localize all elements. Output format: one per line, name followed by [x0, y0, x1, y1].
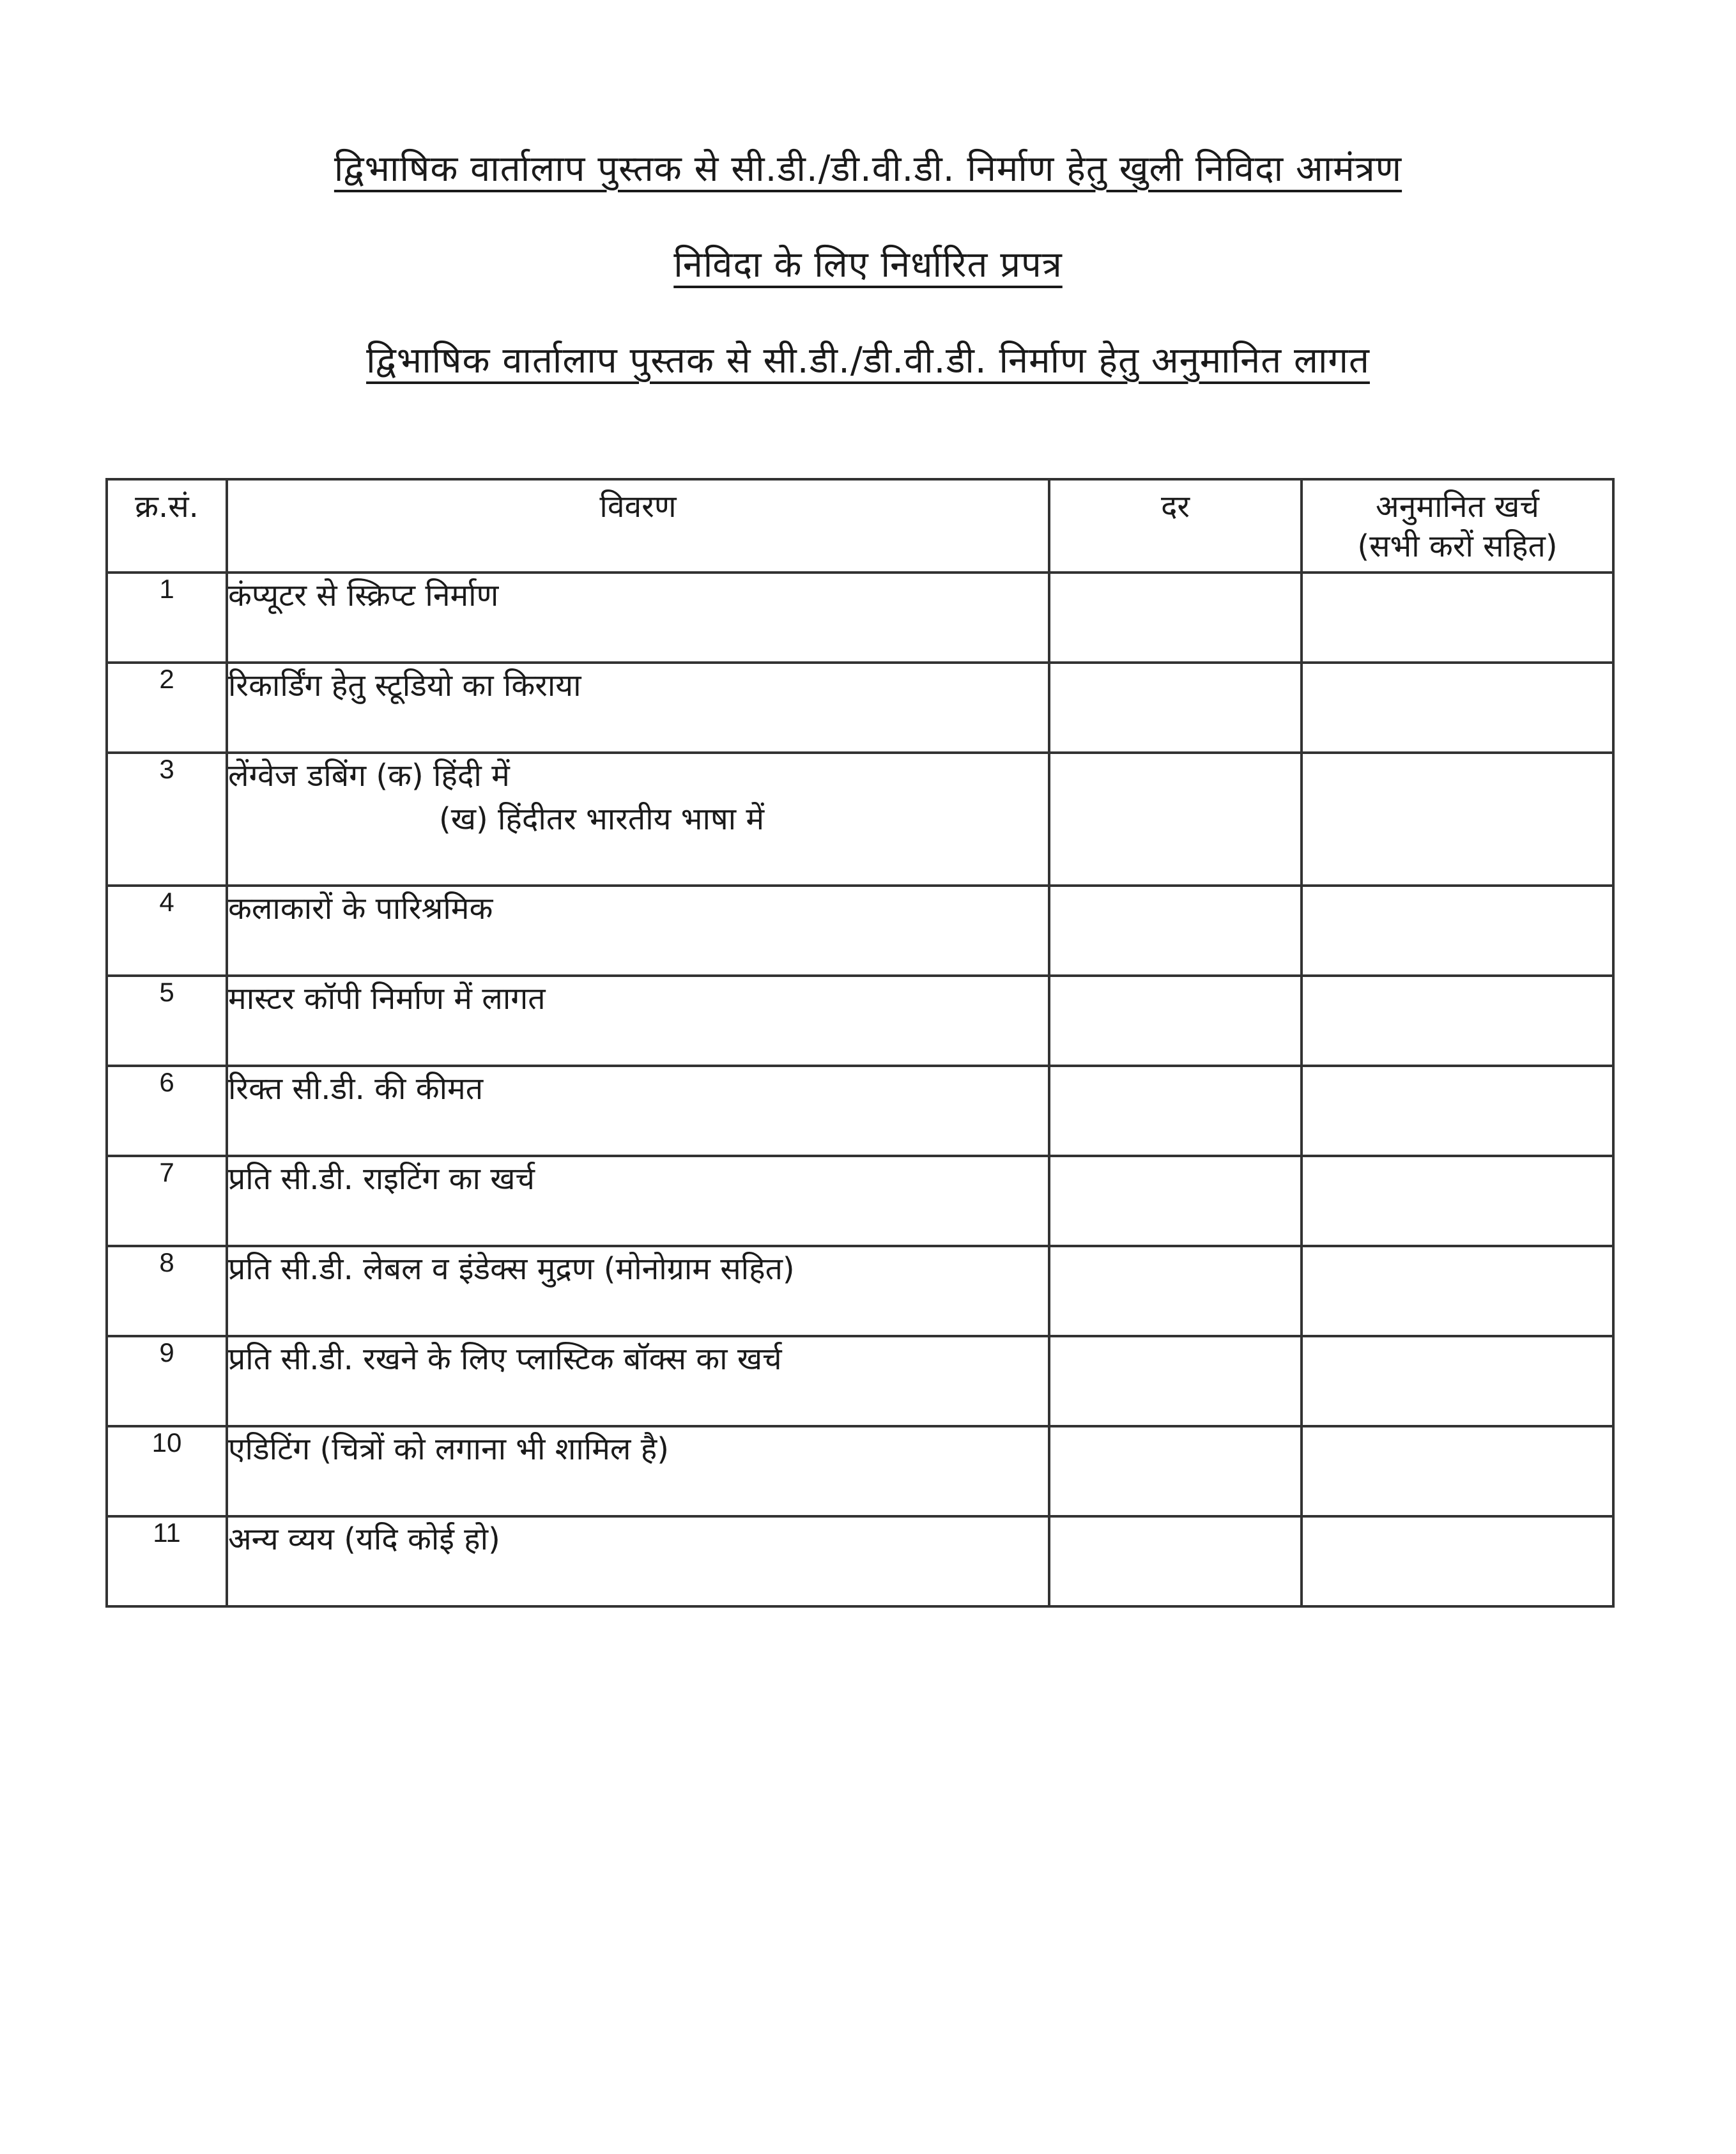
row-description: अन्य व्यय (यदि कोई हो) — [227, 1516, 1049, 1606]
row-description: कंप्यूटर से स्क्रिप्ट निर्माण — [227, 573, 1049, 663]
row-cost-cell[interactable] — [1302, 1336, 1613, 1426]
row-sno: 5 — [107, 976, 227, 1066]
row-sno: 3 — [107, 753, 227, 886]
row-description: कलाकारों के पारिश्रमिक — [227, 886, 1049, 976]
row-description-sub: (ख) हिंदीतर भारतीय भाषा में — [439, 801, 765, 837]
row-rate-cell[interactable] — [1049, 753, 1302, 886]
row-rate-cell[interactable] — [1049, 573, 1302, 663]
row-rate-cell[interactable] — [1049, 1426, 1302, 1516]
table-row — [107, 976, 1613, 1066]
tender-title — [0, 144, 1736, 195]
row-sno: 4 — [107, 886, 227, 976]
table-row — [107, 1336, 1613, 1426]
row-cost-cell[interactable] — [1302, 1066, 1613, 1156]
row-description — [227, 753, 1049, 886]
table-row — [107, 1246, 1613, 1336]
table-row — [107, 1066, 1613, 1156]
row-rate-cell[interactable] — [1049, 976, 1302, 1066]
row-rate-cell[interactable] — [1049, 1246, 1302, 1336]
row-description: मास्टर कॉपी निर्माण में लागत — [227, 976, 1049, 1066]
table-row — [107, 1426, 1613, 1516]
row-cost-cell[interactable] — [1302, 1156, 1613, 1246]
row-cost-cell[interactable] — [1302, 886, 1613, 976]
row-description: रिक्त सी.डी. की कीमत — [227, 1066, 1049, 1156]
row-description-main: लेंग्वेज डबिंग (क) हिंदी में — [228, 758, 510, 794]
row-sno: 8 — [107, 1246, 227, 1336]
form-subtitle — [0, 240, 1736, 291]
row-sno: 7 — [107, 1156, 227, 1246]
table-row — [107, 1516, 1613, 1606]
table-row — [107, 1156, 1613, 1246]
table-row — [107, 753, 1613, 886]
row-description: रिकार्डिंग हेतु स्टूडियो का किराया — [227, 663, 1049, 753]
row-rate-cell[interactable] — [1049, 1156, 1302, 1246]
row-rate-cell[interactable] — [1049, 1336, 1302, 1426]
row-description: एडिटिंग (चित्रों को लगाना भी शामिल है) — [227, 1426, 1049, 1516]
table-row — [107, 663, 1613, 753]
row-cost-cell[interactable] — [1302, 1516, 1613, 1606]
form-subtitle-text: निविदा के लिए निर्धारित प्रपत्र — [673, 244, 1063, 286]
row-cost-cell[interactable] — [1302, 753, 1613, 886]
row-cost-cell[interactable] — [1302, 976, 1613, 1066]
tender-title-text: द्विभाषिक वार्तालाप पुस्तक से सी.डी./डी.वी.डी. निर्माण हेतु खुली निविदा आमंत्रण — [334, 148, 1402, 190]
row-rate-cell[interactable] — [1049, 1066, 1302, 1156]
row-sno: 9 — [107, 1336, 227, 1426]
row-description: प्रति सी.डी. लेबल व इंडेक्स मुद्रण (मोनोग्राम सहित) — [227, 1246, 1049, 1336]
table-header-row — [107, 479, 1613, 573]
row-cost-cell[interactable] — [1302, 1426, 1613, 1516]
column-header-description: विवरण — [227, 479, 1049, 573]
row-description: प्रति सी.डी. राइटिंग का खर्च — [227, 1156, 1049, 1246]
column-header-estimated-cost — [1302, 479, 1613, 573]
row-sno: 1 — [107, 573, 227, 663]
row-sno: 10 — [107, 1426, 227, 1516]
column-header-sno: क्र.सं. — [107, 479, 227, 573]
row-sno: 6 — [107, 1066, 227, 1156]
row-cost-cell[interactable] — [1302, 663, 1613, 753]
table-row — [107, 886, 1613, 976]
estimated-cost-title — [0, 335, 1736, 387]
column-header-estimated-cost-line2: (सभी करों सहित) — [1357, 528, 1558, 564]
column-header-estimated-cost-line1: अनुमानित खर्च — [1376, 489, 1539, 525]
table-row — [107, 573, 1613, 663]
column-header-rate: दर — [1049, 479, 1302, 573]
row-sno: 11 — [107, 1516, 227, 1606]
cost-estimate-table — [105, 478, 1615, 1608]
estimated-cost-title-text: द्विभाषिक वार्तालाप पुस्तक से सी.डी./डी.वी.डी. निर्माण हेतु अनुमानित लागत — [366, 340, 1370, 381]
row-rate-cell[interactable] — [1049, 663, 1302, 753]
row-sno: 2 — [107, 663, 227, 753]
row-cost-cell[interactable] — [1302, 1246, 1613, 1336]
row-rate-cell[interactable] — [1049, 886, 1302, 976]
row-cost-cell[interactable] — [1302, 573, 1613, 663]
row-rate-cell[interactable] — [1049, 1516, 1302, 1606]
row-description: प्रति सी.डी. रखने के लिए प्लास्टिक बॉक्स का खर्च — [227, 1336, 1049, 1426]
